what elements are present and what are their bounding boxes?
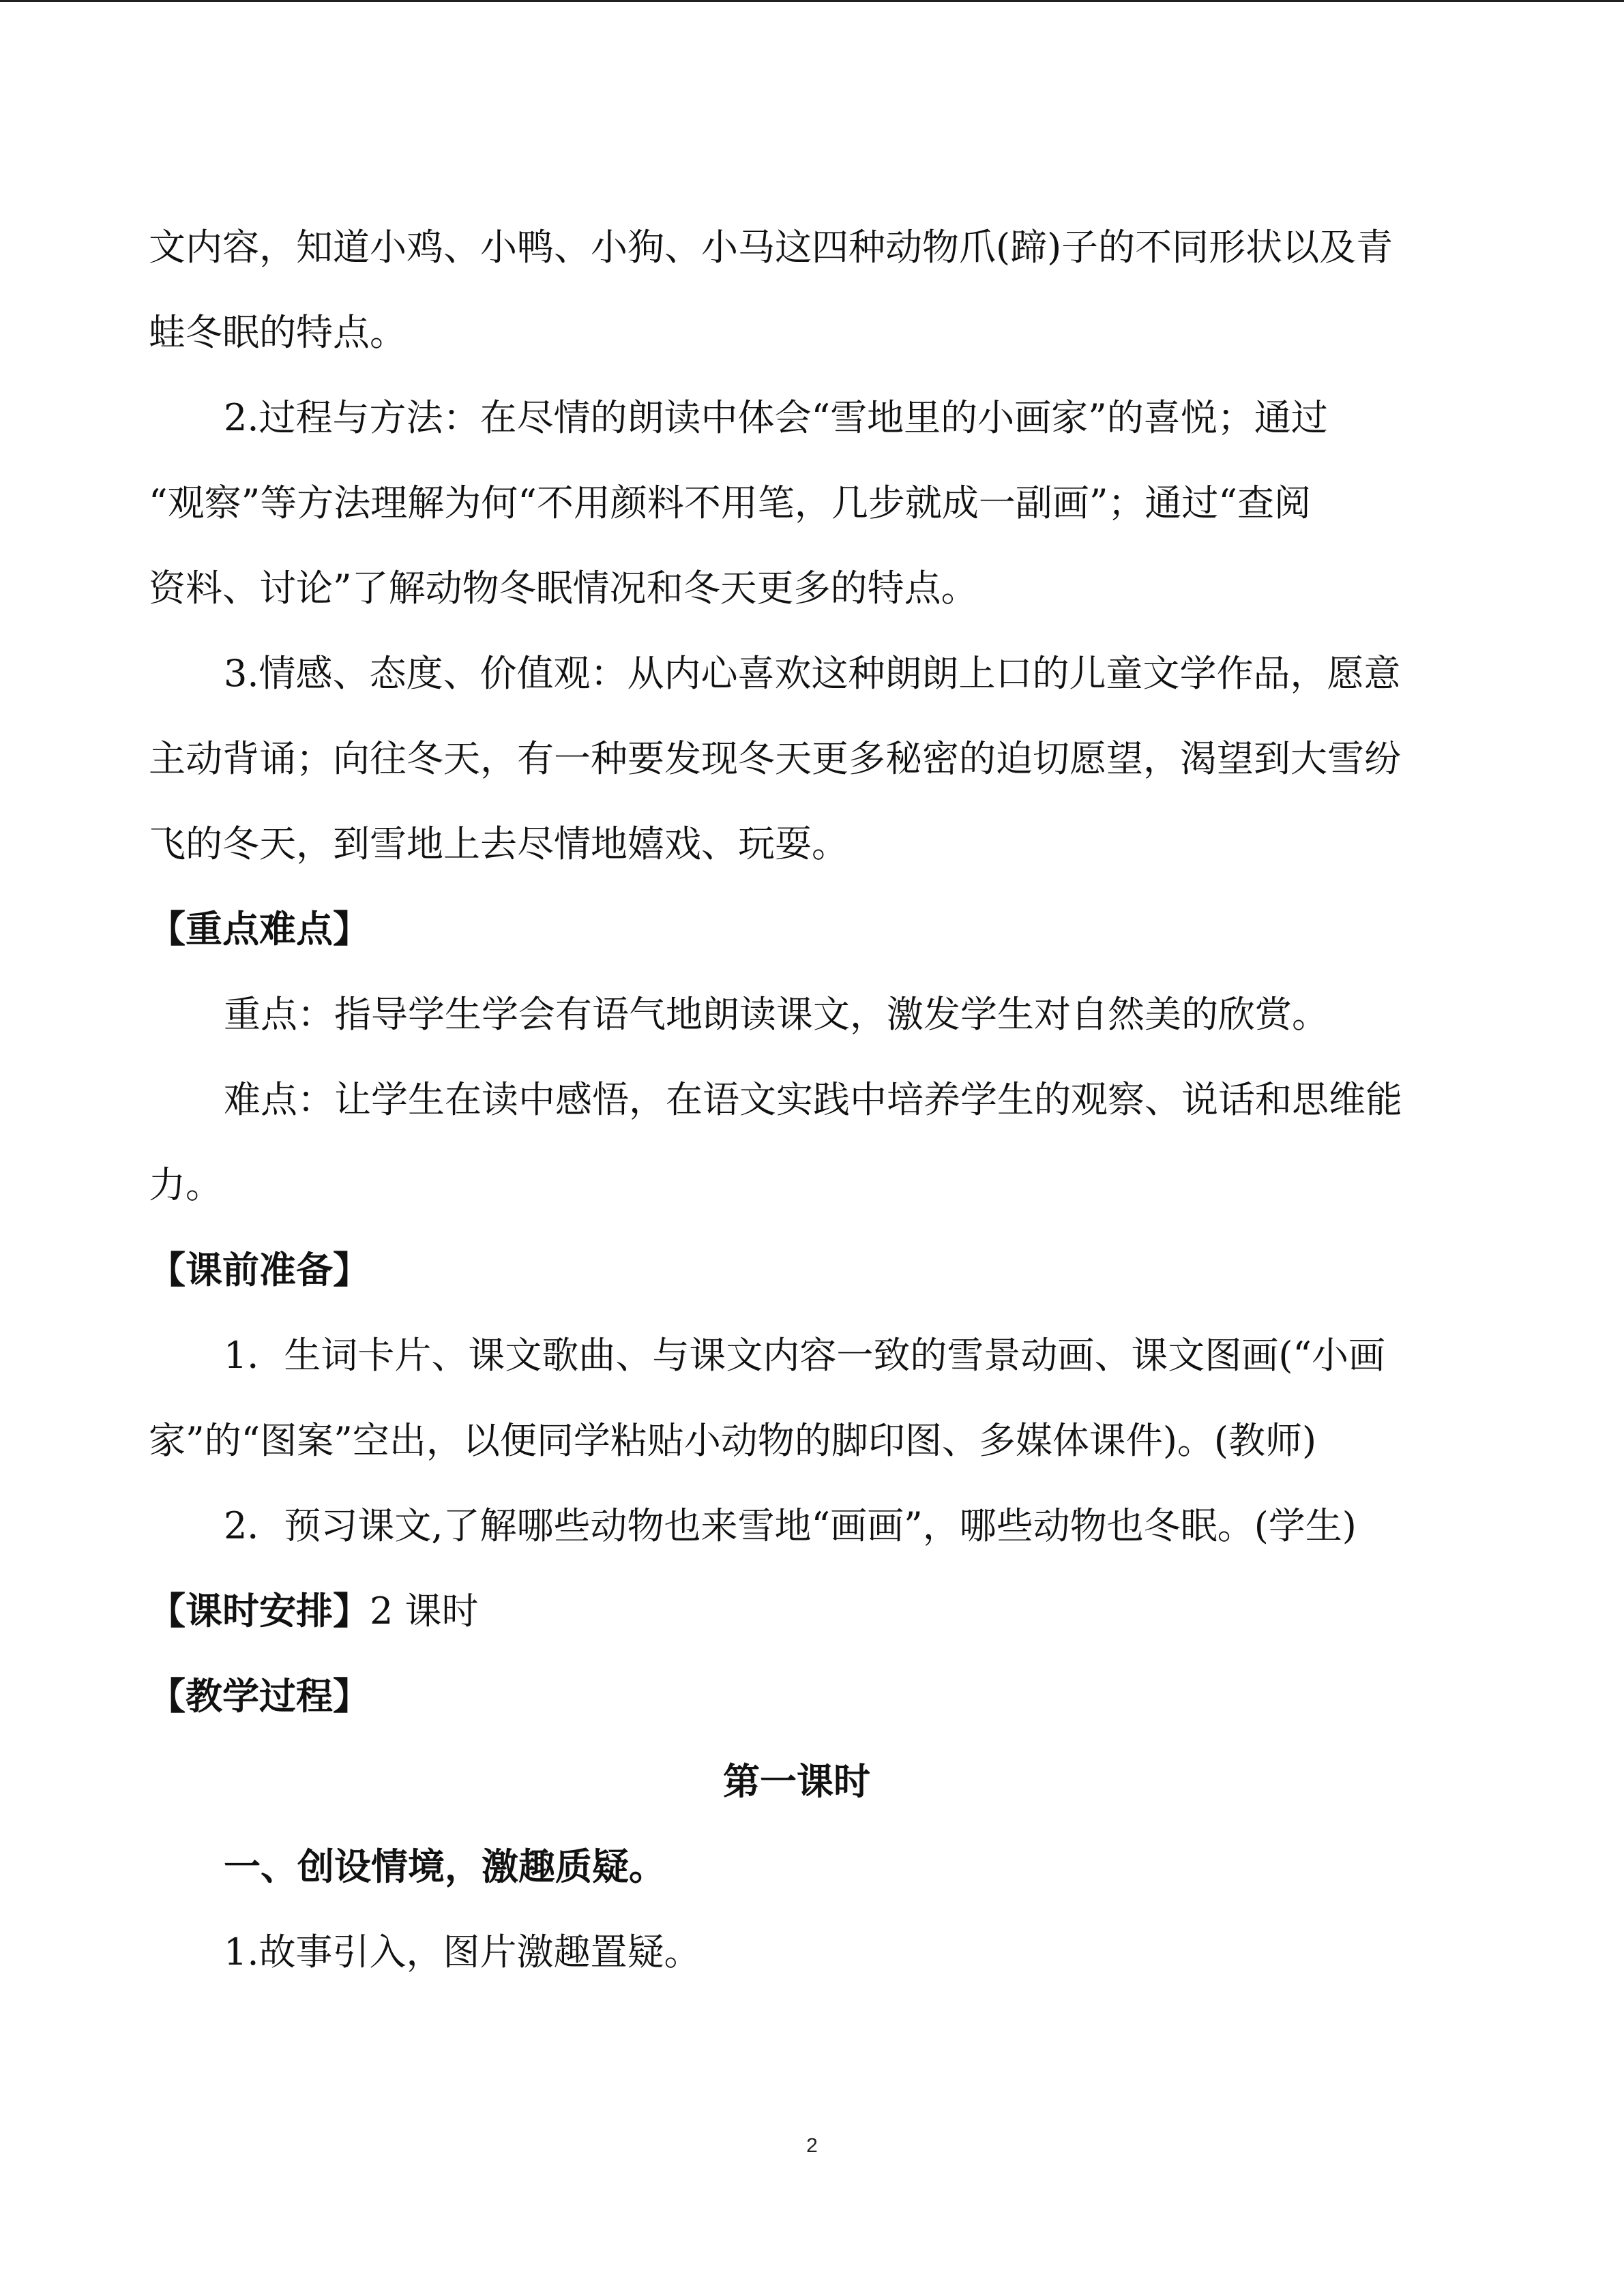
schedule-heading: 【课时安排】 [149,1590,370,1632]
text-line: “观察”等方法理解为何“不用颜料不用笔，几步就成一副画”；通过“查阅 [149,481,1312,524]
page-top-border [0,0,1624,2]
schedule-line [149,1568,1445,1654]
process-heading: 【教学过程】 [149,1675,370,1718]
text-line: 3.情感、态度、价值观：从内心喜欢这种朗朗上口的儿童文学作品，愿意 [224,652,1401,695]
text-line: 飞的冬天，到雪地上去尽情地嬉戏、玩耍。 [149,822,848,865]
emotion-values-objective [149,631,1445,886]
step-item: 1.故事引入，图片激趣置疑。 [224,1930,701,1973]
text-line: 2.过程与方法：在尽情的朗读中体会“雪地里的小画家”的喜悦；通过 [224,396,1328,439]
difficulty-paragraph [149,1057,1445,1227]
text-line: 难点：让学生在读中感悟，在语文实践中培养学生的观察、说话和思维能 [224,1078,1402,1121]
text-line: 1．生词卡片、课文歌曲、与课文内容一致的雪景动画、课文图画(“小画 [224,1334,1386,1377]
focus-paragraph [149,972,1445,1057]
page-number: 2 [806,2134,818,2157]
knowledge-objective-continued [149,205,1445,375]
lesson-title: 第一课时 [723,1759,870,1803]
text-line: 文内容，知道小鸡、小鸭、小狗、小马这四种动物爪(蹄)子的不同形状以及青 [149,226,1393,269]
preparation-item-teacher [149,1313,1445,1483]
text-line: 资料、讨论”了解动物冬眠情况和冬天更多的特点。 [149,567,978,610]
text-line: 2．预习课文,了解哪些动物也来雪地“画画”，哪些动物也冬眠。(学生) [224,1504,1357,1547]
process-method-objective [149,375,1445,631]
document-body [149,205,1445,1995]
schedule-value: 2 课时 [370,1590,479,1632]
text-line: 力。 [149,1163,222,1206]
text-line: 家”的“图案”空出，以便同学粘贴小动物的脚印图、多媒体课件)。(教师) [149,1419,1317,1462]
section-title: 一、创设情境，激趣质疑。 [224,1845,666,1888]
key-points-heading: 【重点难点】 [149,908,370,951]
text-line: 重点：指导学生学会有语气地朗读课文，激发学生对自然美的欣赏。 [224,993,1329,1036]
text-line: 主动背诵；向往冬天，有一种要发现冬天更多秘密的迫切愿望，渴望到大雪纷 [149,737,1401,780]
text-line: 蛙冬眠的特点。 [149,311,407,354]
preparation-item-student [149,1483,1445,1568]
preparation-heading: 【课前准备】 [149,1249,370,1292]
